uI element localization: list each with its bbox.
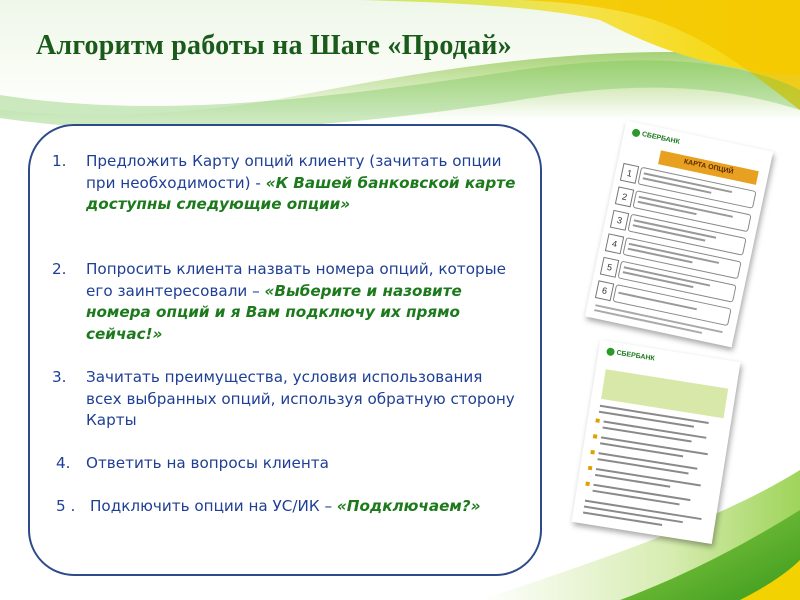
option-number: 1 bbox=[620, 163, 639, 184]
step-emphasis: «Подключаем?» bbox=[336, 497, 481, 515]
step-3 bbox=[52, 367, 522, 432]
step-1 bbox=[52, 151, 522, 216]
option-number: 6 bbox=[595, 280, 614, 301]
step-text: Ответить на вопросы клиента bbox=[86, 454, 329, 472]
step-number: 4. bbox=[56, 454, 71, 472]
slide-title: Алгоритм работы на Шаге «Продай» bbox=[36, 30, 512, 61]
step-2 bbox=[52, 259, 522, 345]
option-number: 2 bbox=[615, 186, 634, 207]
step-5 bbox=[52, 496, 522, 518]
step-emphasis: «К Вашей банковской карте доступны следующие опции» bbox=[86, 173, 516, 213]
card-title: КАРТА ОПЦИЙ bbox=[658, 150, 759, 184]
sberbank-logo bbox=[631, 128, 680, 146]
step-number: 1. bbox=[52, 152, 67, 170]
step-number: 5 . bbox=[56, 497, 76, 515]
step-emphasis: «Выберите и назовите номера опций и я Вам подключу их прямо сейчас!» bbox=[86, 281, 462, 343]
step-text: Предложить Карту опций клиенту (зачитать опции при необходимости) - bbox=[86, 152, 502, 192]
step-number: 3. bbox=[52, 368, 67, 386]
option-card-back-image bbox=[571, 340, 740, 544]
step-text: Зачитать преимущества, условия использования всех выбранных опций, используя обратную сторону Карты bbox=[86, 368, 515, 429]
option-number: 3 bbox=[610, 210, 629, 231]
logo-icon bbox=[606, 347, 615, 356]
option-number: 5 bbox=[600, 257, 619, 278]
logo-text: СБЕРБАНК bbox=[641, 131, 681, 146]
step-number: 2. bbox=[52, 260, 67, 278]
sberbank-logo bbox=[606, 347, 655, 363]
logo-text: СБЕРБАНК bbox=[615, 349, 656, 363]
logo-icon bbox=[631, 128, 640, 137]
step-text: Попросить клиента назвать номера опций, которые его заинтересовали – bbox=[86, 260, 506, 300]
step-text: Подключить опции на УС/ИК – bbox=[90, 497, 337, 515]
step-4 bbox=[52, 453, 522, 475]
option-number: 4 bbox=[605, 233, 624, 254]
